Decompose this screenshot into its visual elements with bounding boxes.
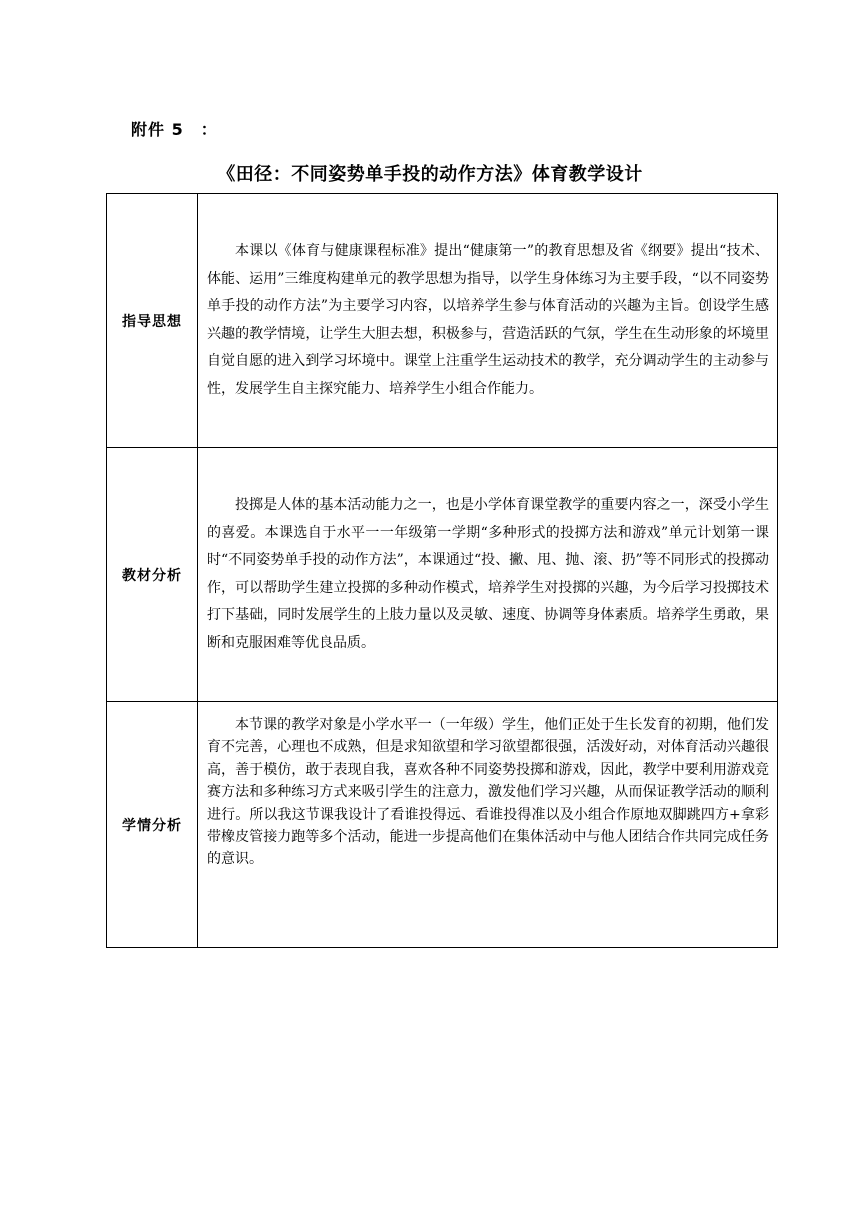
section-text-material-analysis: 投掷是人体的基本活动能力之一，也是小学体育课堂教学的重要内容之一，深受小学生的喜爱。本课选自于水平一一年级第一学期“多种形式的投掷方法和游戏”单元计划第一课时“不同姿势单手投的动作方法”，本课通过“投、撇、甩、抛、滚、扔”等不同形式的投掷动作，可以帮助学生建立投掷的多种动作模式，培养学生对投掷的兴趣，为今后学习投掷技术打下基础，同时发展学生的上肢力量以及灵敏、速度、协调等身体素质。培养学生勇敢，果断和克服困难等优良品质。 xyxy=(207,497,769,651)
table-row-learner-analysis xyxy=(107,702,778,948)
section-label-guiding-ideology: 指导思想 xyxy=(107,194,198,448)
section-content-learner-analysis xyxy=(198,702,778,948)
teaching-design-table xyxy=(106,193,778,948)
attachment-label: 附件 5 ： xyxy=(131,120,218,139)
section-text-learner-analysis: 本节课的教学对象是小学水平一（一年级）学生，他们正处于生长发育的初期，他们发育不完善，心理也不成熟，但是求知欲望和学习欲望都很强，活泼好动，对体育活动兴趣很高，善于模仿，敢于表现自我，喜欢各种不同姿势投掷和游戏，因此，教学中要利用游戏竞赛方法和多种练习方式来吸引学生的注意力，激发他们学习兴趣，从而保证教学活动的顺利进行。所以我这节课我设计了看谁投得远、看谁投得准以及小组合作原地双脚跳四方+拿彩带橡皮管接力跑等多个活动，能进一步提高他们在集体活动中与他人团结合作共同完成任务的意识。 xyxy=(207,717,769,868)
section-content-material-analysis xyxy=(198,448,778,702)
section-content-guiding-ideology xyxy=(198,194,778,448)
section-label-material-analysis: 教材分析 xyxy=(107,448,198,702)
document-title: 《田径：不同姿势单手投的动作方法》体育教学设计 xyxy=(217,164,643,185)
section-text-guiding-ideology: 本课以《体育与健康课程标准》提出“健康第一”的教育思想及省《纲要》提出“技术、体能、运用”三维度构建单元的教学思想为指导，以学生身体练习为主要手段，“以不同姿势单手投的动作方法”为主要学习内容，以培养学生参与体育活动的兴趣为主旨。创设学生感兴趣的教学情境，让学生大胆去想，积极参与，营造活跃的气氛，学生在生动形象的坏境里自觉自愿的进入到学习坏境中。课堂上注重学生运动技术的教学，充分调动学生的主动参与性，发展学生自主探究能力、培养学生小组合作能力。 xyxy=(207,243,769,397)
table-row-guiding-ideology xyxy=(107,194,778,448)
table-row-material-analysis xyxy=(107,448,778,702)
section-label-learner-analysis: 学情分析 xyxy=(107,702,198,948)
